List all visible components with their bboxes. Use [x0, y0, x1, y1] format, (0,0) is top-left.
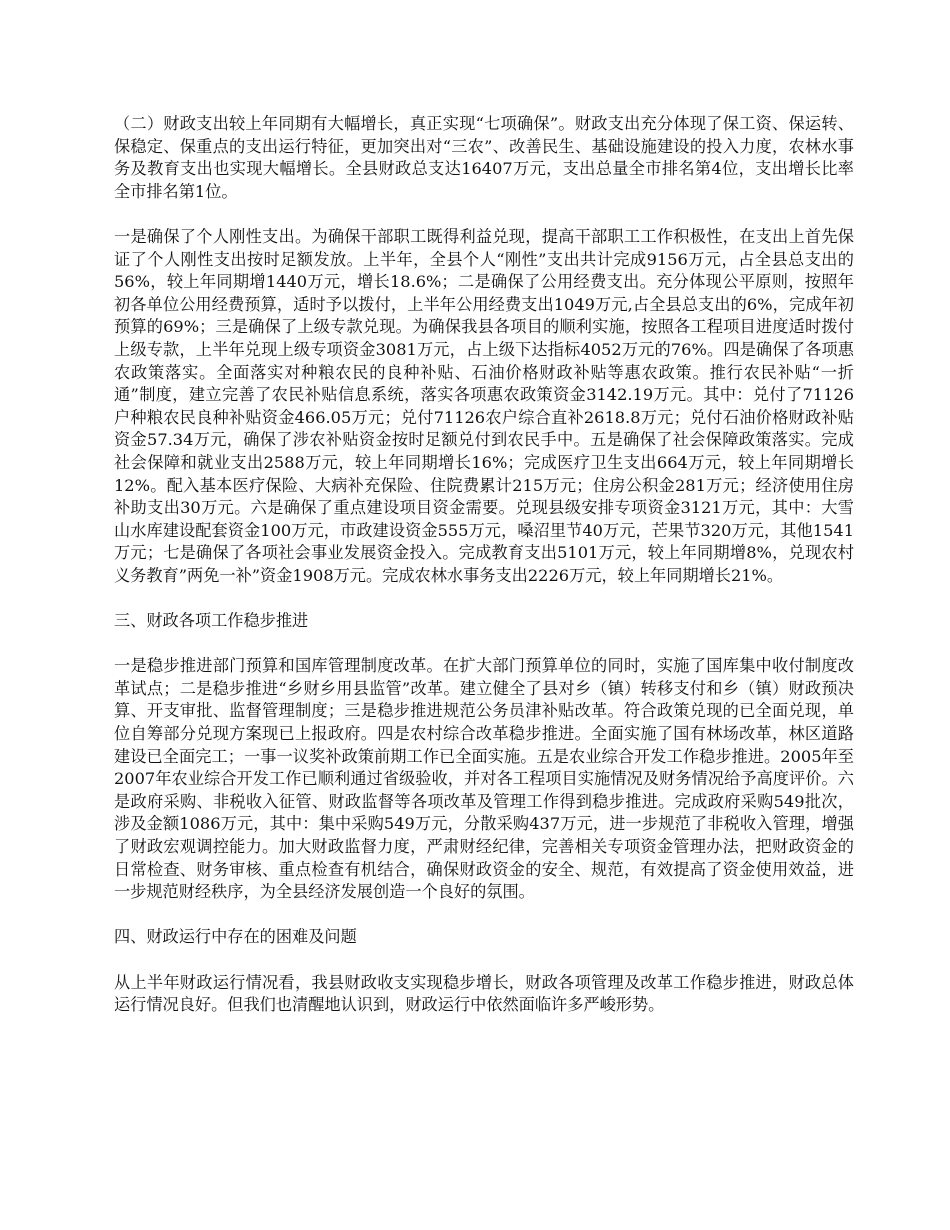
paragraph-overall-situation: 从上半年财政运行情况看，我县财政收支实现稳步增长，财政各项管理及改革工作稳步推进，财政总体运行情况良好。但我们也清醒地认识到，财政运行中依然面临许多严峻形势。	[114, 972, 854, 1015]
paragraph-expenditure-growth: （二）财政支出较上年同期有大幅增长，真正实现“七项确保”。财政支出充分体现了保工资、保运转、保稳定、保重点的支出运行特征，更加突出对“三农”、改善民生、基础设施建设的投入力度，农林水事务及教育支出也实现大幅增长。全县财政总支达16407万元，支出总量全市排名第4位，支出增长比率全市排名第1位。	[114, 114, 854, 201]
section-heading-difficulties: 四、财政运行中存在的困难及问题	[114, 927, 357, 947]
document-body	[114, 113, 854, 1039]
section-heading-reforms: 三、财政各项工作稳步推进	[114, 611, 309, 631]
paragraph-reform-progress: 一是稳步推进部门预算和国库管理制度改革。在扩大部门预算单位的同时，实施了国库集中收付制度改革试点；二是稳步推进“乡财乡用县监管”改革。建立健全了县对乡（镇）转移支付和乡（镇）财政预决算、开支审批、监督管理制度；三是稳步推进规范公务员津补贴改革。符合政策兑现的已全面兑现，单位自筹部分兑现方案现已上报政府。四是农村综合改革稳步推进。全面实施了国有林场改革，林区道路建设已全面完工；一事一议奖补政策前期工作已全面实施。五是农业综合开发工作稳步推进。2005年至2007年农业综合开发工作已顺利通过省级验收，并对各工程项目实施情况及财务情况给予高度评价。六是政府采购、非税收入征管、财政监督等各项改革及管理工作得到稳步推进。完成政府采购549批次，涉及金额1086万元，其中：集中采购549万元，分散采购437万元，进一步规范了非税收入管理，增强了财政宏观调控能力。加大财政监督力度，严肃财经纪律，完善相关专项资金管理办法，把财政资金的日常检查、财务审核、重点检查有机结合，确保财政资金的安全、规范，有效提高了资金使用效益，进一步规范财经秩序，为全县经济发展创造一个良好的氛围。	[114, 656, 854, 902]
paragraph-seven-guarantees: 一是确保了个人刚性支出。为确保干部职工既得利益兑现，提高干部职工工作积极性，在支出上首先保证了个人刚性支出按时足额发放。上半年，全县个人“刚性”支出共计完成9156万元，占全县总支出的56%，较上年同期增1440万元，增长18.6%；二是确保了公用经费支出。充分体现公平原则，按照年初各单位公用经费预算，适时予以拨付，上半年公用经费支出1049万元,占全县总支出的6%，完成年初预算的69%；三是确保了上级专款兑现。为确保我县各项目的顺利实施，按照各工程项目进度适时拨付上级专款，上半年兑现上级专项资金3081万元，占上级下达指标4052万元的76%。四是确保了各项惠农政策落实。全面落实对种粮农民的良种补贴、石油价格财政补贴等惠农政策。推行农民补贴“一折通”制度，建立完善了农民补贴信息系统，落实各项惠农政策资金3142.19万元。其中：兑付了71126户种粮农民良种补贴资金466.05万元；兑付71126农户综合直补2618.8万元；兑付石油价格财政补贴资金57.34万元，确保了涉农补贴资金按时足额兑付到农民手中。五是确保了社会保障政策落实。完成社会保障和就业支出2588万元，较上年同期增长16%；完成医疗卫生支出664万元，较上年同期增长12%。配入基本医疗保险、大病补充保险、住院费累计215万元；住房公积金281万元；经济使用住房补助支出30万元。六是确保了重点建设项目资金需要。兑现县级安排专项资金3121万元，其中：大雪山水库建设配套资金100万元，市政建设资金555万元，嗓沼里节40万元，芒果节320万元，其他1541万元；七是确保了各项社会事业发展资金投入。完成教育支出5101万元，较上年同期增8%，兑现农村义务教育”两免一补”资金1908万元。完成农林水事务支出2226万元，较上年同期增长21%。	[114, 226, 854, 585]
